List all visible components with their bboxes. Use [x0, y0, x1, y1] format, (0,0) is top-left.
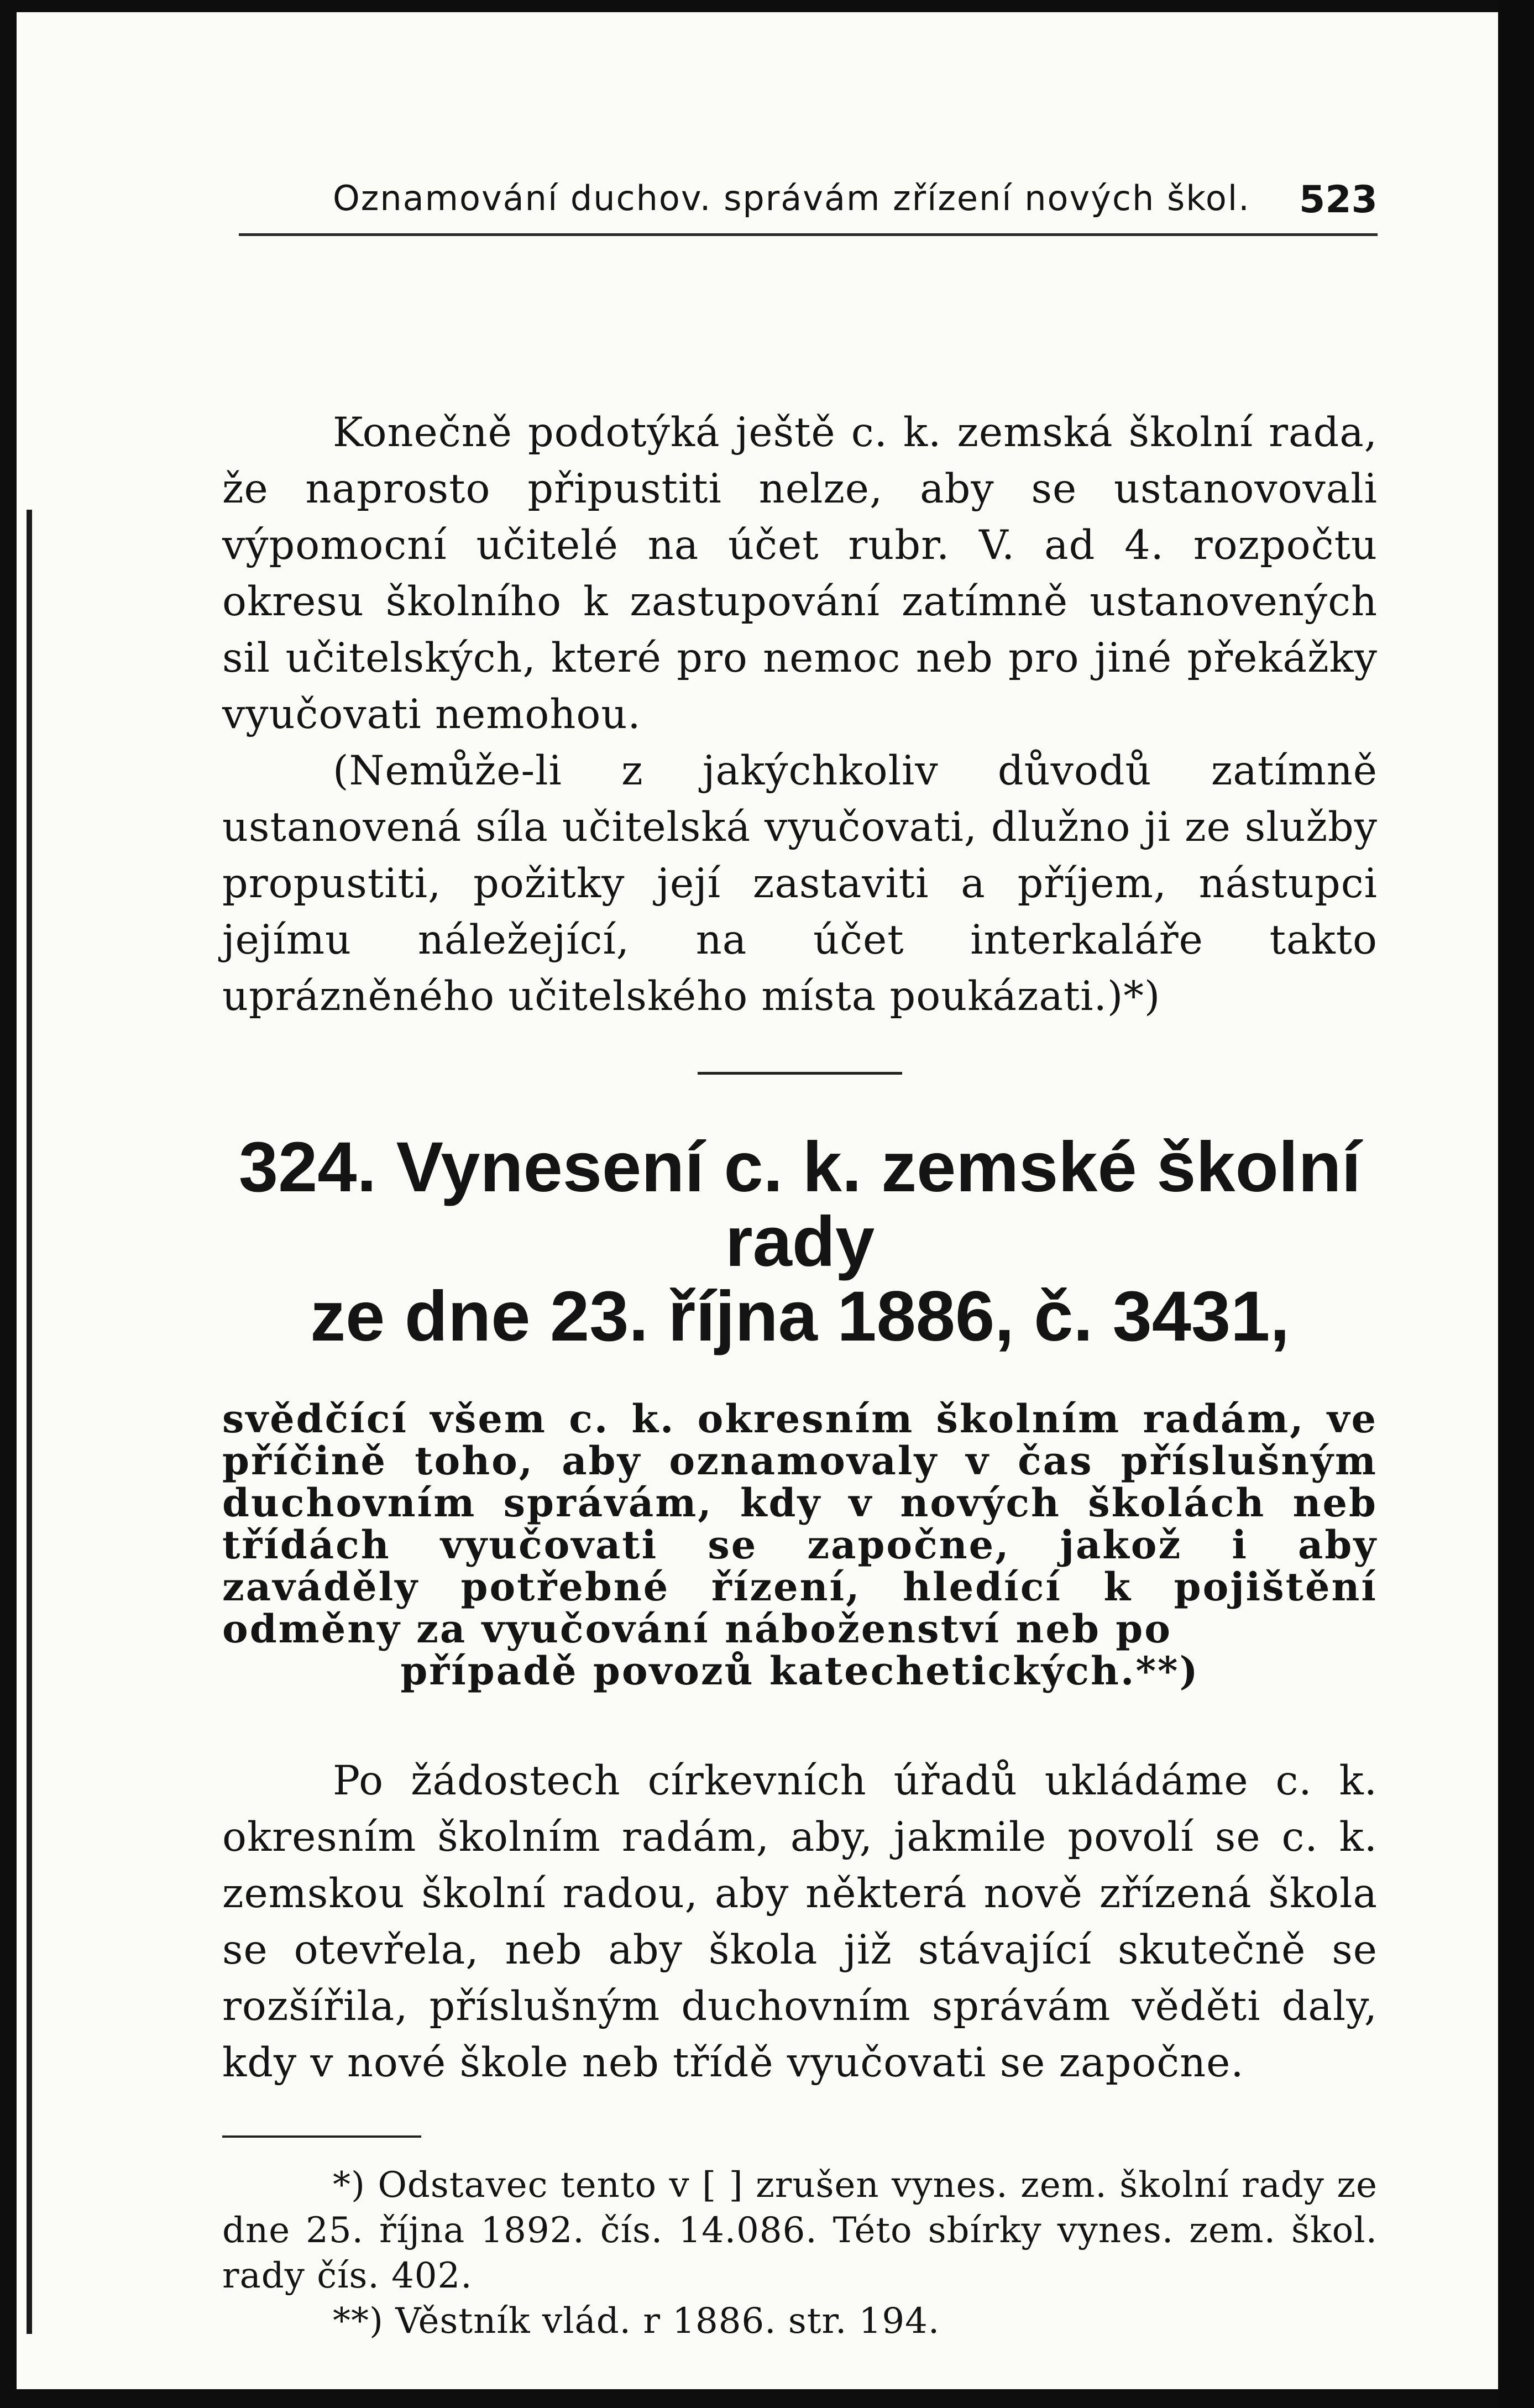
section-divider — [698, 1072, 902, 1075]
footnotes — [222, 2163, 1378, 2344]
section-heading-line-2: ze dne 23. října 1886, č. 3431, — [310, 1277, 1290, 1356]
book-page — [17, 12, 1498, 2389]
footnote-2: **) Věstník vlád. r 1886. str. 194. — [333, 2301, 940, 2342]
paragraph-closing-note: Konečně podotýká ještě c. k. zemská školní rada, že naprosto připustiti nelze, aby se ustanovovali výpomocní učitelé na účet rubr. V. ad 4. rozpočtu okresu školního k zastupování zatímně ustanovených sil učitelských, které pro nemoc neb pro jiné překážky vyučovati nemohou. — [222, 409, 1378, 738]
section-subtitle-last-line: případě povozů katechetických.**) — [400, 1648, 1200, 1694]
binding-edge-shadow — [27, 510, 32, 2334]
footnote-rule — [222, 2135, 421, 2138]
section-heading-line-1: 324. Vynesení c. k. zemské školní rady — [238, 1128, 1362, 1281]
header-rule — [239, 233, 1378, 236]
scan-right-edge — [1498, 0, 1534, 2408]
running-head — [222, 123, 1378, 233]
page-content — [222, 123, 1378, 2344]
section-subtitle-text: svědčící všem c. k. okresním školním radám, ve příčině toho, aby oznamovaly v čas příslušným duchovním správám, kdy v nových školách neb třídách vyučovati se započne, jakož i aby zaváděly potřebné řízení, hledící k pojištění odměny za vyučování náboženství neb po — [222, 1396, 1378, 1652]
footnote-1: *) Odstavec tento v [ ] zrušen vynes. zem. školní rady ze dne 25. října 1892. čís. 14.086. Této sbírky vynes. zem. škol. rady čís. 402. — [222, 2165, 1378, 2296]
paragraph-decree-body: Po žádostech církevních úřadů ukládáme c. k. okresním školním radám, aby, jakmile povolí se c. k. zemskou školní radou, aby některá nově zřízená škola se otevřela, neb aby škola již stávající skutečně se rozšířila, příslušným duchovním správám věděti daly, kdy v nové škole neb třídě vyučovati se započne. — [222, 1757, 1378, 2086]
paragraph-bracketed-note: (Nemůže-li z jakýchkoliv důvodů zatímně ustanovená síla učitelská vyučovati, dlužno ji ze služby propustiti, požitky její zastaviti a příjem, nástupci jejímu náležející, na účet interkaláře takto uprázněného učitelského místa poukázati.)*) — [222, 747, 1378, 1020]
page-number: 523 — [1299, 178, 1378, 222]
section-subtitle — [222, 1398, 1378, 1692]
section-heading — [222, 1130, 1378, 1354]
running-head-title: Oznamování duchov. správám zřízení nových škol. — [333, 178, 1250, 218]
